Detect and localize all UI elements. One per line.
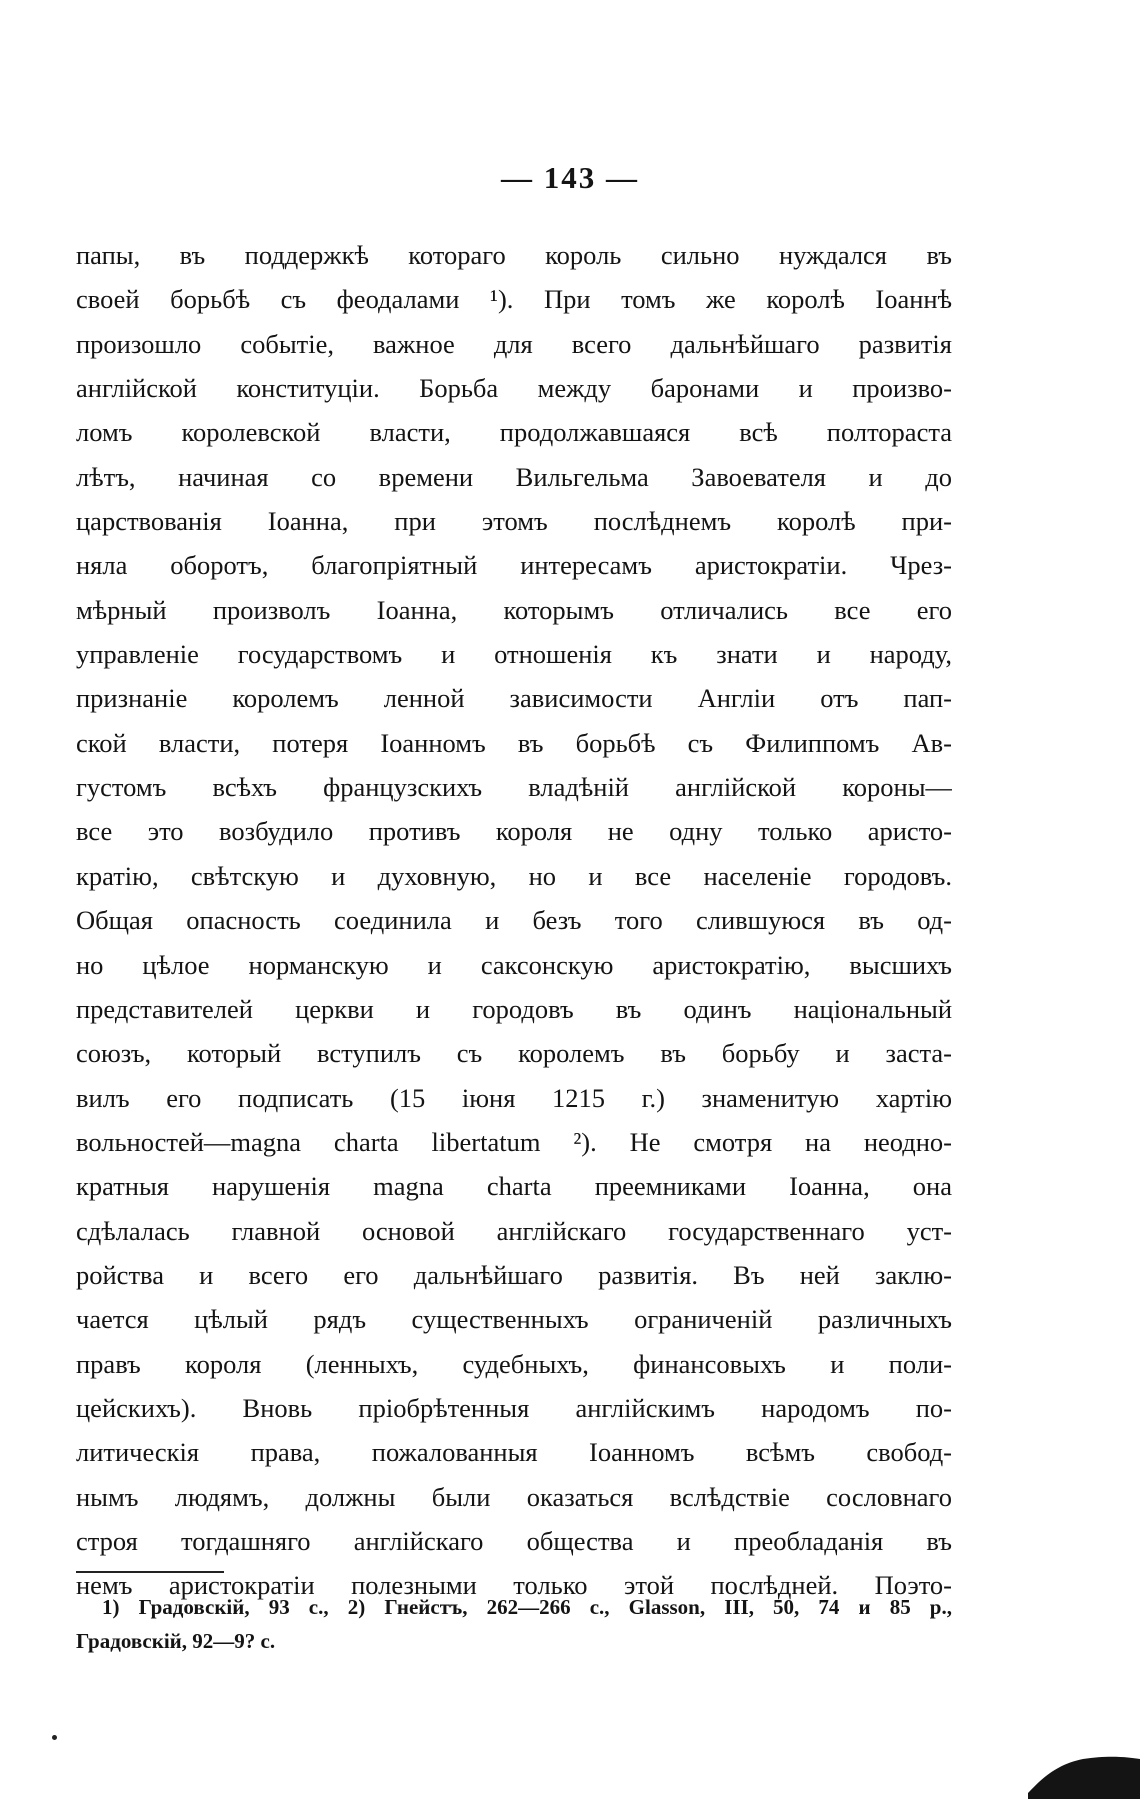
footnote-rule <box>76 1571 224 1573</box>
text-line: своей борьбѣ съ феодалами ¹). При томъ же королѣ Іоаннѣ <box>76 284 952 315</box>
page-number: — 143 — <box>501 160 639 195</box>
text-line: цейскихъ). Вновь пріобрѣтенныя англійскимъ народомъ по- <box>76 1392 952 1423</box>
text-line: союзъ, который вступилъ съ королемъ въ борьбу и заста- <box>76 1038 952 1069</box>
text-line: царствованія Іоанна, при этомъ послѣднемъ королѣ при- <box>76 506 952 537</box>
text-line: произошло событіе, важное для всего дальнѣйшаго развитія <box>76 328 952 359</box>
dust-speck <box>52 1735 57 1740</box>
text-line: вольностей—magna charta libertatum ²). Не смотря на неодно- <box>76 1126 952 1157</box>
text-line: литическія права, пожалованныя Іоанномъ всѣмъ свобод- <box>76 1437 952 1468</box>
text-line: Общая опасность соединила и безъ того слившуюся въ од- <box>76 905 952 936</box>
body-text <box>76 233 952 1608</box>
text-line: папы, въ поддержкѣ котораго король сильно нуждался въ <box>76 240 952 270</box>
text-line: лѣтъ, начиная со времени Вильгельма Завоевателя и до <box>76 461 952 492</box>
text-line: ской власти, потеря Іоанномъ въ борьбѣ съ Филиппомъ Ав- <box>76 727 952 758</box>
text-line: англійской конституціи. Борьба между баронами и произво- <box>76 373 952 404</box>
footnotes <box>76 1590 952 1658</box>
text-line: нымъ людямъ, должны были оказаться вслѣдствіе сословнаго <box>76 1481 952 1512</box>
text-line: ройства и всего его дальнѣйшаго развитія. Въ ней заклю- <box>76 1259 952 1290</box>
text-line: строя тогдашняго англійскаго общества и преобладанія въ <box>76 1525 952 1556</box>
text-line: сдѣлалась главной основой англійскаго государственнаго уст- <box>76 1215 952 1246</box>
text-line: няла оборотъ, благопріятный интересамъ аристократіи. Чрез- <box>76 550 952 581</box>
text-line: чается цѣлый рядъ существенныхъ ограниченій различныхъ <box>76 1304 952 1335</box>
text-line: все это возбудило противъ короля не одну только аристо- <box>76 816 952 847</box>
footnote-line: Градовскій, 92—9? с. <box>76 1629 276 1653</box>
text-line: кратію, свѣтскую и духовную, но и все населеніе городовъ. <box>76 860 952 891</box>
text-line: мѣрный произволъ Іоанна, которымъ отличались все его <box>76 594 952 625</box>
text-line: управленіе государствомъ и отношенія къ знати и народу, <box>76 639 952 670</box>
text-line: вилъ его подписать (15 іюня 1215 г.) знаменитую хартію <box>76 1082 952 1113</box>
text-line: правъ короля (ленныхъ, судебныхъ, финансовыхъ и поли- <box>76 1348 952 1379</box>
footnote-line: 1) Градовскій, 93 с., 2) Гнейстъ, 262—266 с., Glasson, III, 50, 74 и 85 р., <box>102 1595 952 1619</box>
text-line: кратныя нарушенія magna charta преемниками Іоанна, она <box>76 1171 952 1202</box>
text-line: ломъ королевской власти, продолжавшаяся всѣ полтораста <box>76 417 952 448</box>
text-line: немъ аристократіи полезными только этой послѣдней. Поэто- <box>76 1570 952 1601</box>
text-line: густомъ всѣхъ французскихъ владѣній англійской короны— <box>76 772 952 803</box>
text-line: но цѣлое норманскую и саксонскую аристократію, высшихъ <box>76 949 952 980</box>
margin-blot <box>1028 1753 1140 1799</box>
text-line: признаніе королемъ ленной зависимости Англіи отъ пап- <box>76 683 952 714</box>
text-line: представителей церкви и городовъ въ одинъ національный <box>76 993 952 1024</box>
